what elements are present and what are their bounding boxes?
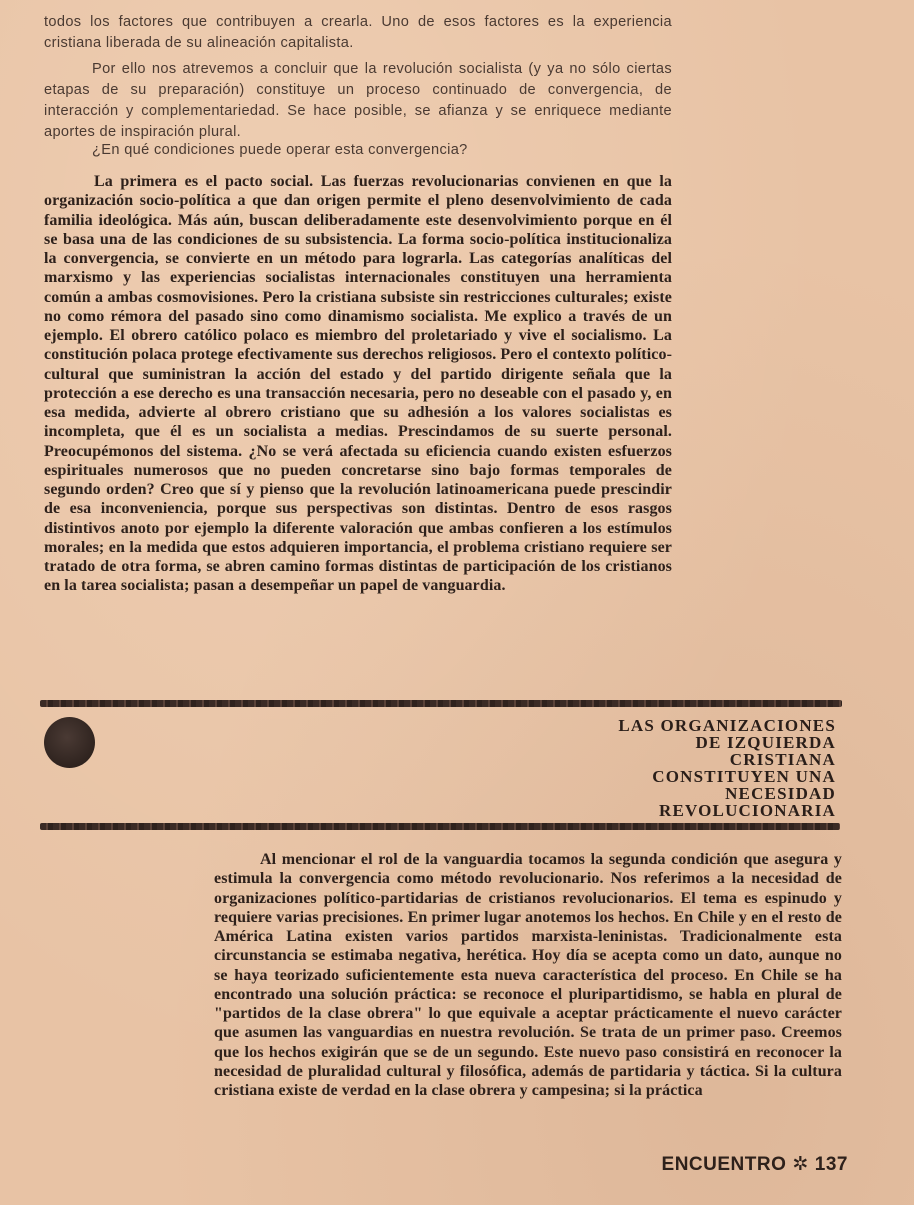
divider-top [40,700,842,707]
headline-line: CRISTIANA [729,750,836,769]
paragraph-question: ¿En qué condiciones puede operar esta convergencia? [92,142,468,158]
paragraph-continued: todos los factores que contribuyen a crearla. Uno de esos factores es la experiencia cristiana liberada de su alineación capitalista. [44,14,672,51]
paragraph-conclusion: Por ello nos atrevemos a concluir que la revolución socialista (y ya no sólo ciertas etapas de su preparación) constituye un proceso continuado de convergencia, de interacción y complementariedad. Se hace posible, se afianza y se enriquece mediante aportes de inspiración plural. [44,61,672,140]
paragraph-first-condition: La primera es el pacto social. Las fuerzas revolucionarias convienen en que la organización socio-política a que dan origen permite el pleno desenvolvimiento de cada familia ideológica. Más aún, buscan deliberadamente este desenvolvimiento porque en él se basa una de las condiciones de su subsistencia. La forma socio-política institucionaliza la convergencia, se convierte en un método para lograrla. Las categorías analíticas del marxismo y las experiencias socialistas internacionales constituyen una herramienta común a ambas cosmovisiones. Pero la cristiana subsiste sin restricciones culturales; existe no como rémora del pasado sino como dinamismo socialista. Me explico a través de un ejemplo. El obrero católico polaco es miembro del proletariado y vive el socialismo. La constitución polaca protege efectivamente sus derechos religiosos. Pero el contexto político-cultural que suministran la acción del estado y del partido dirigente señala que la protección a ese derecho es una transacción necesaria, pero no deseable con el pasado y, en esa medida, advierte al obrero cristiano que su adhesión a los valores socialistas es incompleta, que él es un socialista a medias. Prescindamos de su suerte personal. Preocupémonos del sistema. ¿No se verá afectada su eficiencia cuando existen esfuerzos espirituales numerosos que no pueden concretarse sino bajo formas temporales de segundo orden? Creo que sí y pienso que la revolución latinoamericana puede prescindir de esa inconveniencia, porque sus perspectivas son distintas. Dentro de esos rasgos distintivos anoto por ejemplo la diferente valoración que ambas confieren a los estímulos morales; en la medida que estos adquieren importancia, el problema cristiano requiere ser tratado de otra forma, se abren camino formas distintas de participación de los cristianos en la tarea socialista; pasan a desempeñar un papel de vanguardia. [44,173,673,595]
divider-bottom [40,823,840,830]
page-number: 137 [814,1154,848,1175]
bullet-circle [44,717,95,768]
pull-quote-headline [536,717,836,819]
headline-line: LAS ORGANIZACIONES [618,716,836,735]
page-footer [662,1153,848,1176]
headline-line: NECESIDAD [725,784,836,803]
headline-line: DE IZQUIERDA [695,733,836,752]
star-icon: ✲ [792,1154,809,1175]
paragraph-second-condition: Al mencionar el rol de la vanguardia tocamos la segunda condición que asegura y estimula la convergencia como método revolucionario. Nos referimos a la necesidad de organizaciones político-partidarias de cristianos revolucionarios. El tema es espinudo y requiere varias precisiones. En primer lugar anotemos los hechos. En Chile y en el resto de América Latina existen varios partidos marxista-leninistas. Tradicionalmente esta circunstancia se estimaba negativa, herética. Hoy día se acepta como un dato, aunque no se haya teorizado suficientemente esta nueva característica del proceso. En Chile se ha encontrado una solución práctica: se reconoce el pluripartidismo, se habla en plural de "partidos de la clase obrera" lo que equivale a aceptar prácticamente el nuevo carácter que asumen las vanguardias en nuestra revolución. Se trata de un primer paso. Creemos que los hechos exigirán que se de un segundo. Este nuevo paso consistirá en reconocer la necesidad de pluralidad cultural y filosófica, además de partidaria y táctica. Si la cultura cristiana existe de verdad en la clase obrera y campesina; si la práctica [214,851,842,1099]
magazine-name: ENCUENTRO [661,1154,787,1175]
headline-line: REVOLUCIONARIA [658,801,836,820]
headline-line: CONSTITUYEN UNA [652,767,836,786]
